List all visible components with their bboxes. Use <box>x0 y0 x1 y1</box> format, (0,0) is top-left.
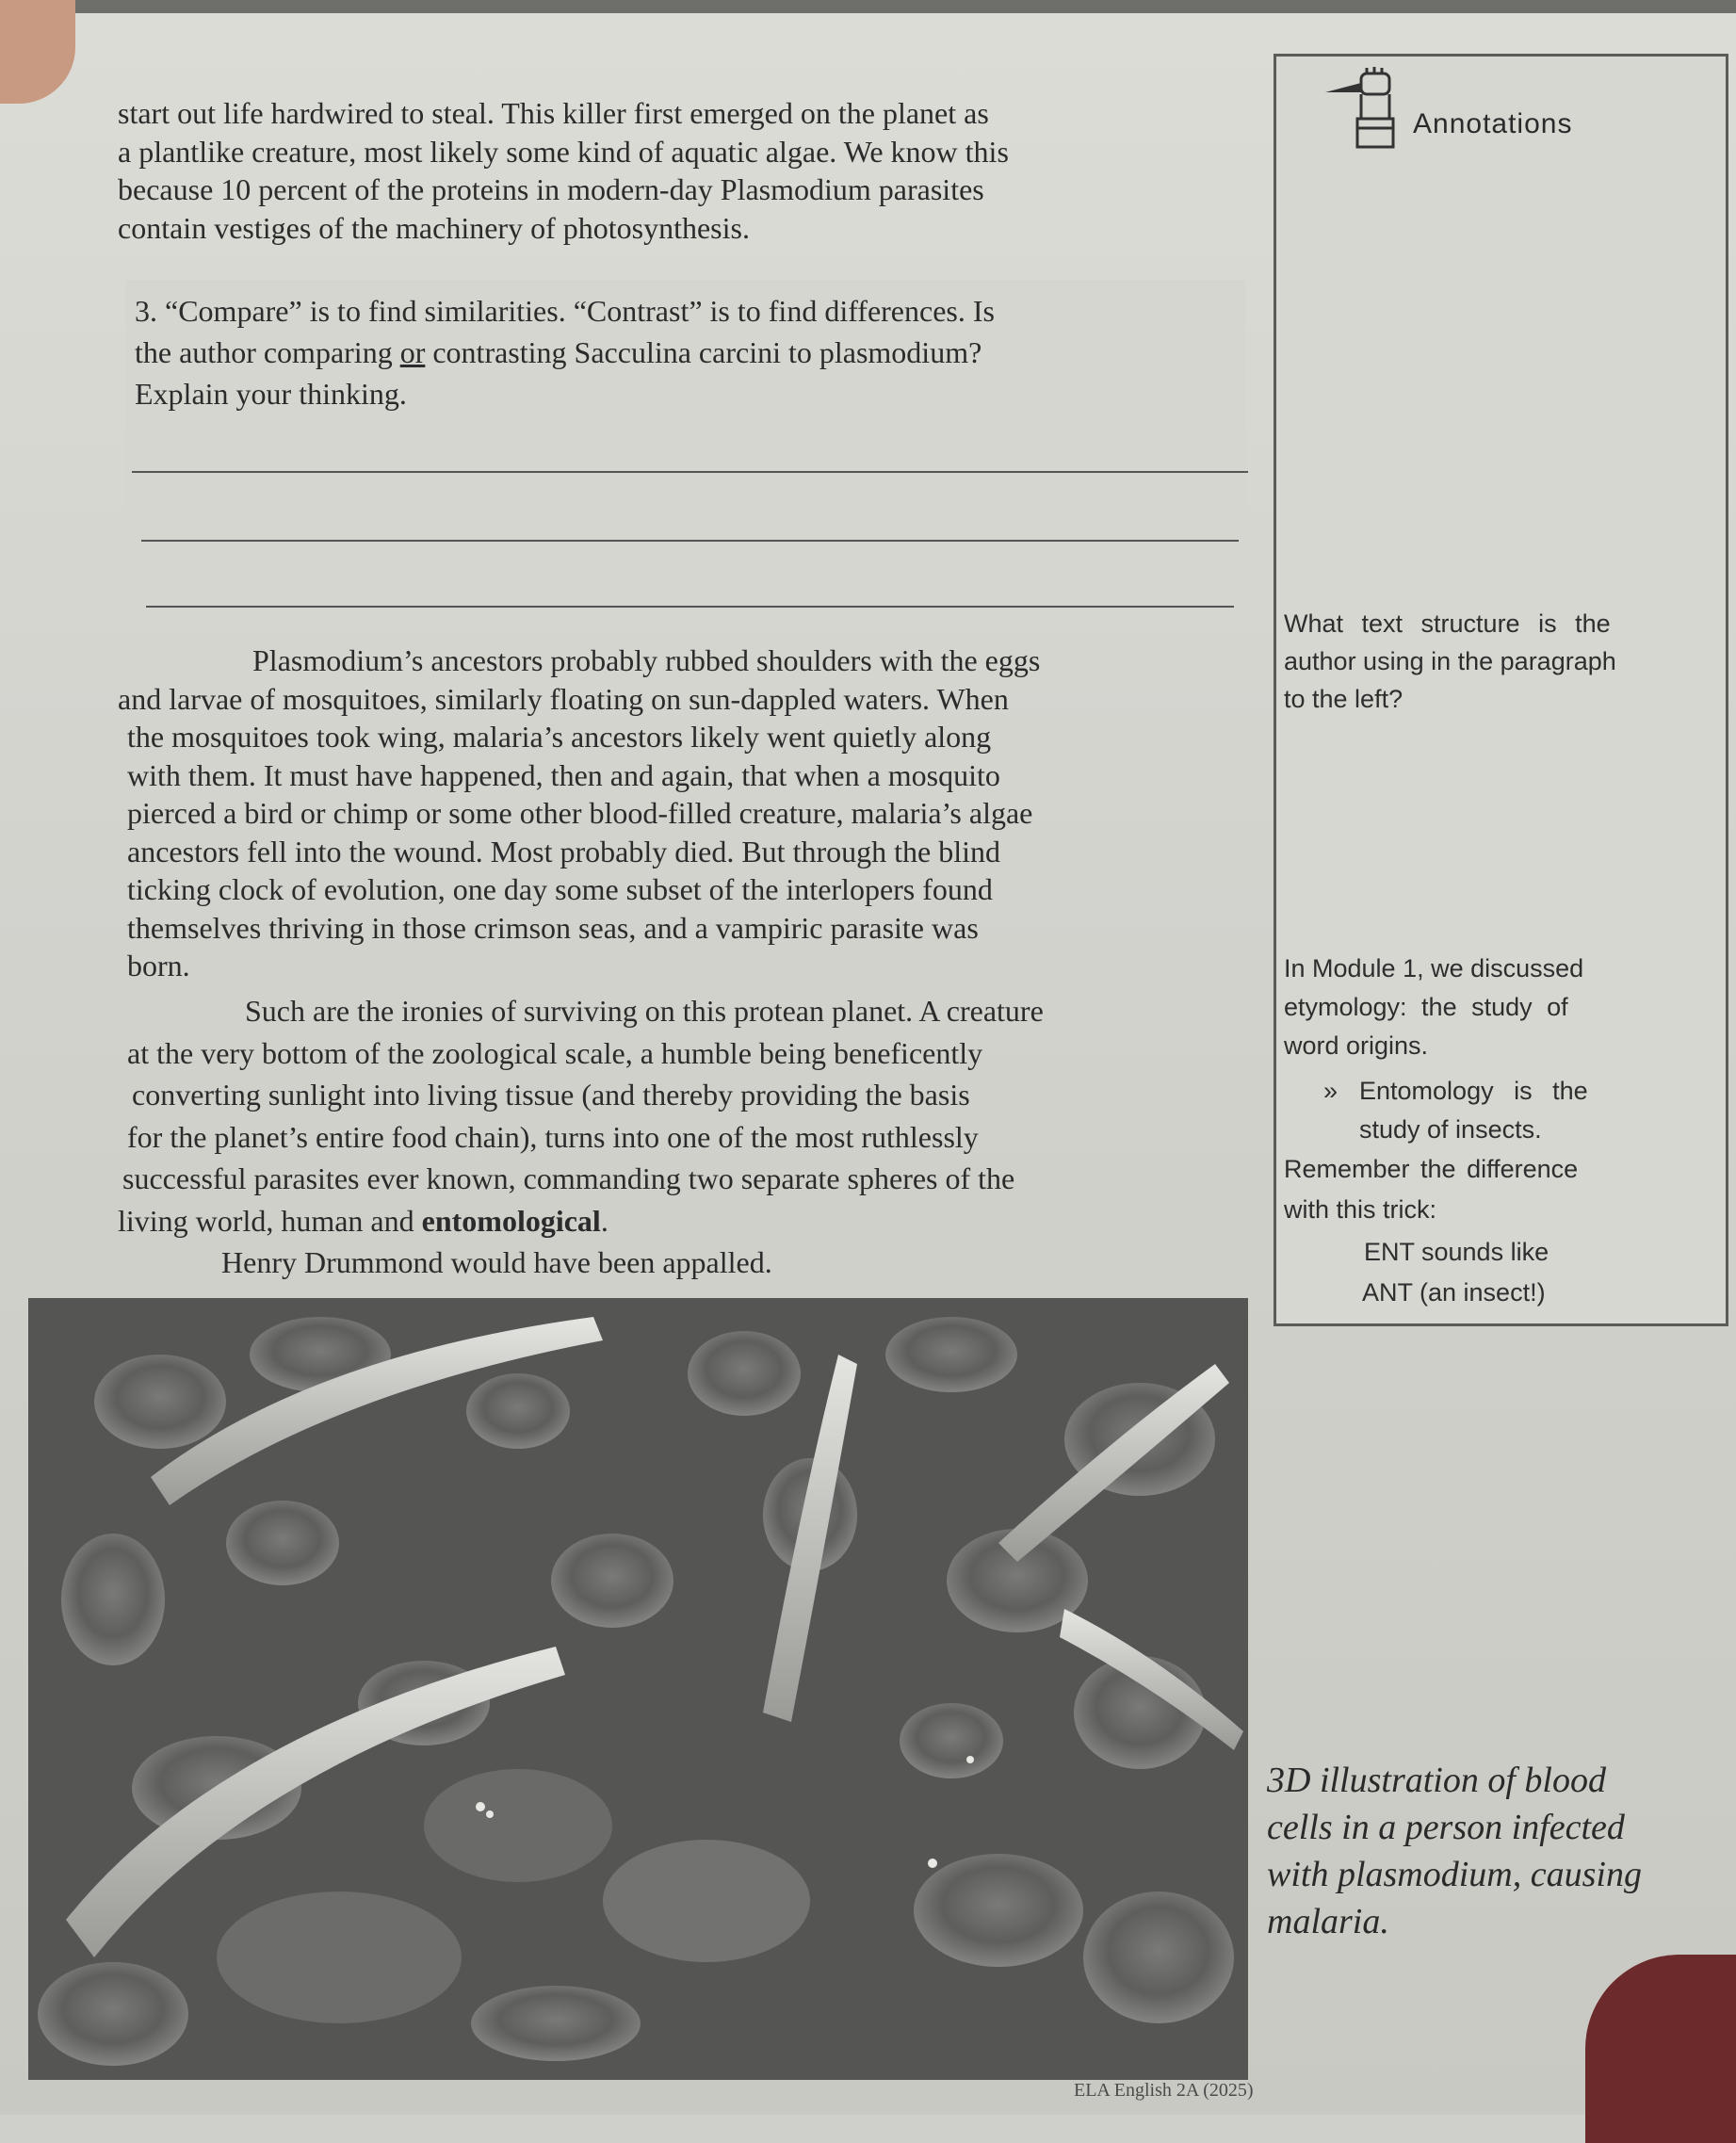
text-line: converting sunlight into living tissue (and thereby providing the basis <box>132 1078 970 1112</box>
annotation-line: ENT sounds like <box>1364 1238 1549 1266</box>
text-line: ancestors fell into the wound. Most probably died. But through the blind <box>127 834 1000 869</box>
annotation-remember <box>1284 1149 1578 1230</box>
annotation-line: author using in the paragraph <box>1284 647 1616 675</box>
annotation-line: to the left? <box>1284 685 1403 713</box>
annotation-structure-question <box>1284 605 1616 718</box>
text-line: pierced a bird or chimp or some other blood-filled creature, malaria’s algae <box>127 796 1033 830</box>
annotation-line: with this trick: <box>1284 1195 1437 1224</box>
hand-pencil-icon <box>1323 66 1408 155</box>
blood-cells-illustration <box>28 1298 1248 2080</box>
text-line: and larvae of mosquitoes, similarly floating on sun-dappled waters. When <box>118 681 1009 716</box>
bold-term: entomological <box>421 1203 601 1238</box>
text-line: ticking clock of evolution, one day some subset of the interlopers found <box>127 872 993 906</box>
text-line: successful parasites ever known, commanding two separate spheres of the <box>122 1161 1015 1195</box>
text-line: a plantlike creature, most likely some kind of aquatic algae. We know this <box>118 134 1009 169</box>
text-line: Such are the ironies of surviving on this protean planet. A creature <box>245 994 1044 1028</box>
text-line: at the very bottom of the zoological scale, a humble being beneficently <box>127 1035 983 1070</box>
answer-line-3[interactable] <box>146 606 1234 608</box>
annotation-line: ANT (an insect!) <box>1362 1278 1546 1307</box>
caption-line: 3D illustration of blood <box>1267 1761 1606 1800</box>
text-line: themselves thriving in those crimson seas, and a vampiric parasite was <box>127 910 979 945</box>
annotation-trick <box>1364 1232 1549 1313</box>
text-line: contain vestiges of the machinery of photosynthesis. <box>118 210 750 245</box>
text-line: Henry Drummond would have been appalled. <box>221 1245 772 1279</box>
text-line: the mosquitoes took wing, malaria’s ancestors likely went quietly along <box>127 720 992 754</box>
caption-line: with plasmodium, causing <box>1267 1855 1642 1894</box>
annotation-line: Remember the difference <box>1284 1155 1579 1183</box>
text-line: with them. It must have happened, then and again, that when a mosquito <box>127 757 1000 792</box>
question-line: 3. “Compare” is to find similarities. “Contrast” is to find differences. Is <box>135 294 995 328</box>
annotation-line: etymology: the study of <box>1284 993 1568 1021</box>
text-line: start out life hardwired to steal. This killer first emerged on the planet as <box>118 96 989 130</box>
annotation-line: word origins. <box>1284 1031 1429 1060</box>
question-line: Explain your thinking. <box>135 377 407 411</box>
paragraph-intro <box>118 94 1248 247</box>
annotation-line: Entomology is the <box>1359 1077 1588 1105</box>
annotation-entomology <box>1359 1072 1588 1149</box>
bullet-marker: » <box>1323 1077 1339 1105</box>
annotations-title: Annotations <box>1413 108 1573 139</box>
text-line: because 10 percent of the proteins in modern-day Plasmodium parasites <box>118 172 984 206</box>
annotation-line: study of insects. <box>1359 1115 1542 1144</box>
annotation-line: What text structure is the <box>1284 609 1611 638</box>
or-underlined: or <box>399 335 426 369</box>
blood-cells-image <box>28 1298 1248 2080</box>
text-line: living world, human and entomological. <box>118 1203 608 1238</box>
answer-line-2[interactable] <box>141 540 1239 542</box>
text-line: born. <box>127 949 190 982</box>
paragraph-ironies <box>118 990 1229 1284</box>
question-line: the author comparing or contrasting Sacculina carcini to plasmodium? <box>135 335 982 369</box>
answer-line-1[interactable] <box>132 471 1248 473</box>
caption-line: malaria. <box>1267 1902 1389 1941</box>
paragraph-ancestors <box>118 641 1215 985</box>
figure-caption <box>1267 1757 1642 1945</box>
text-line: Plasmodium’s ancestors probably rubbed shoulders with the eggs <box>252 643 1041 677</box>
annotation-etymology <box>1284 950 1583 1065</box>
annotation-line: In Module 1, we discussed <box>1284 954 1584 982</box>
text-line: for the planet’s entire food chain), turns into one of the most ruthlessly <box>127 1119 979 1154</box>
page-footer: ELA English 2A (2025) <box>1074 2080 1254 2101</box>
question-3 <box>135 290 995 414</box>
caption-line: cells in a person infected <box>1267 1808 1625 1847</box>
